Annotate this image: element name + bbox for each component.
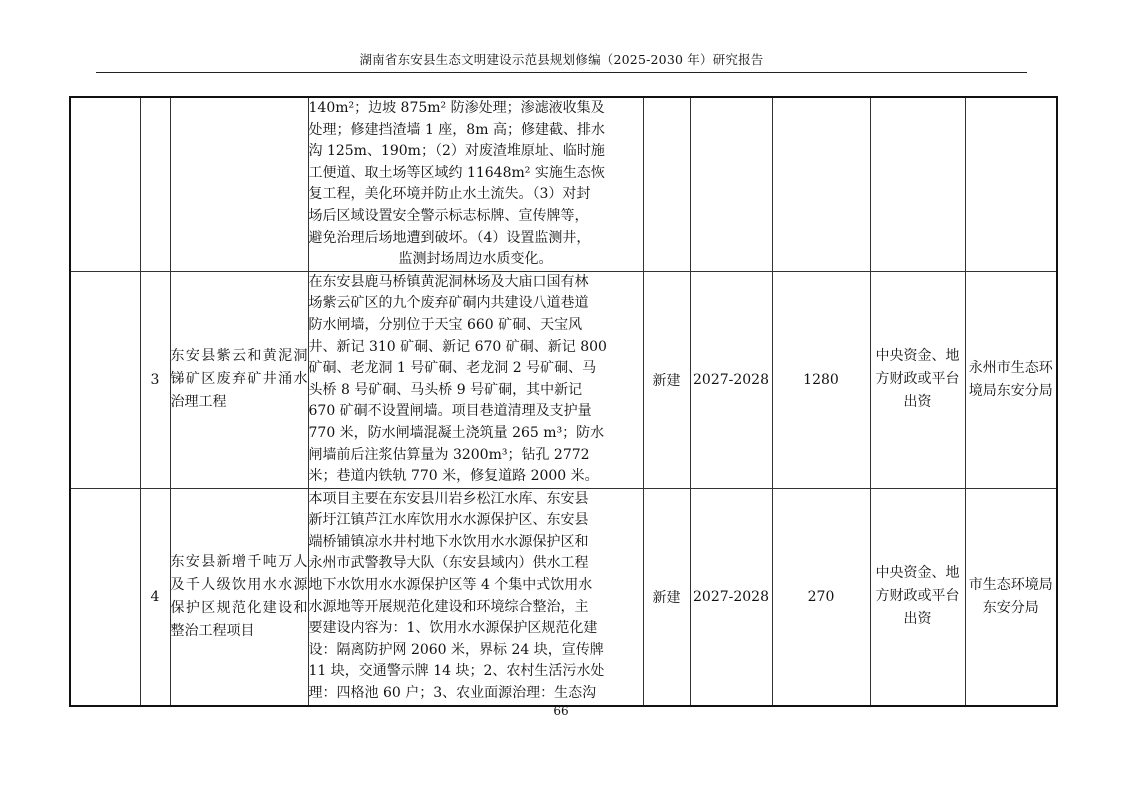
header-rule xyxy=(96,72,1027,73)
description-line: 端桥铺镇凉水井村地下水饮用水水源保护区和 xyxy=(308,533,589,550)
description-line: 要建设内容为：1、饮用水水源保护区规范化建 xyxy=(308,620,598,637)
period-cell xyxy=(690,97,772,271)
project-name-cell: 东安县新增千吨万人及千人级饮用水水源保护区规范化建设和整治工程项目 xyxy=(170,488,308,705)
period-cell: 2027-2028 xyxy=(690,271,772,488)
description-line: 设：隔离防护网 2060 米，界标 24 块，宣传牌 xyxy=(308,641,604,658)
description-line: 理：四格池 60 户；3、农业面源治理：生态沟 xyxy=(308,685,597,702)
description-line: 770 米，防水闸墙混凝土浇筑量 265 m³；防水 xyxy=(308,424,605,441)
description-line: 地下水饮用水水源保护区等 4 个集中式饮用水 xyxy=(308,577,593,594)
construction-type-cell: 新建 xyxy=(643,488,690,705)
construction-type-cell xyxy=(643,97,690,271)
project-description-cell xyxy=(308,271,643,488)
project-description-cell xyxy=(308,97,643,271)
description-line: 场后区域设置安全警示标志标牌、宣传牌等， xyxy=(308,207,589,224)
category-cell xyxy=(70,271,140,488)
description-line: 11 块，交通警示牌 14 块；2、农村生活污水处 xyxy=(308,663,605,680)
project-name-cell xyxy=(170,97,308,271)
description-line: 避免治理后场地遭到破坏。（4）设置监测井， xyxy=(308,229,591,246)
description-line: 场紫云矿区的九个废弃矿硐内共建设八道巷道 xyxy=(308,295,589,312)
description-line: 永州市武警教导大队（东安县域内）供水工程 xyxy=(308,555,589,572)
funding-source-cell: 中央资金、地方财政或平台出资 xyxy=(870,271,965,488)
description-line: 本项目主要在东安县川岩乡松江水库、东安县 xyxy=(308,490,589,507)
investment-cell: 270 xyxy=(772,488,870,705)
funding-source-cell: 中央资金、地方财政或平台出资 xyxy=(870,488,965,705)
responsible-unit-cell xyxy=(965,97,1057,271)
row-index-cell: 3 xyxy=(140,271,170,488)
description-line: 头桥 8 号矿硐、马头桥 9 号矿硐，其中新记 xyxy=(308,381,583,398)
category-cell xyxy=(70,488,140,705)
description-line: 140m²；边坡 875m² 防渗处理；渗滤液收集及 xyxy=(308,100,605,116)
project-description-cell xyxy=(308,488,643,705)
description-line: 工便道、取土场等区域约 11648m² 实施生态恢 xyxy=(308,164,605,181)
description-line: 处理；修建挡渣墙 1 座，8m 高；修建截、排水 xyxy=(308,121,605,138)
table-row xyxy=(70,97,1057,271)
project-table xyxy=(69,96,1058,707)
responsible-unit-cell: 永州市生态环境局东安分局 xyxy=(965,271,1057,488)
construction-type-cell: 新建 xyxy=(643,271,690,488)
category-cell xyxy=(70,97,140,271)
description-line: 闸墙前后注浆估算量为 3200m³；钻孔 2772 xyxy=(308,446,590,463)
funding-source-cell xyxy=(870,97,965,271)
description-line: 米；巷道内铁轨 770 米，修复道路 2000 米。 xyxy=(308,468,599,485)
table-row xyxy=(70,488,1057,705)
row-index-cell: 4 xyxy=(140,488,170,705)
period-cell: 2027-2028 xyxy=(690,488,772,705)
responsible-unit-cell: 市生态环境局东安分局 xyxy=(965,488,1057,705)
row-index-cell xyxy=(140,97,170,271)
table-row xyxy=(70,271,1057,488)
investment-cell: 1280 xyxy=(772,271,870,488)
investment-cell xyxy=(772,97,870,271)
description-line: 矿硐、老龙洞 1 号矿硐、老龙洞 2 号矿硐、马 xyxy=(308,360,597,377)
description-line: 水源地等开展规范化建设和环境综合整治，主 xyxy=(308,598,589,615)
description-line: 防水闸墙，分别位于天宝 660 矿硐、天宝风 xyxy=(308,316,583,333)
description-line: 监测封场周边水质变化。 xyxy=(398,251,553,268)
project-name-cell: 东安县紫云和黄泥洞锑矿区废弃矿井涌水治理工程 xyxy=(170,271,308,488)
description-line: 在东安县鹿马桥镇黄泥洞林场及大庙口国有林 xyxy=(308,273,589,290)
description-line: 新圩江镇芦江水库饮用水水源保护区、东安县 xyxy=(308,512,589,529)
description-line: 复工程，美化环境并防止水土流失。（3）对封 xyxy=(308,186,591,203)
running-header: 湖南省东安县生态文明建设示范县规划修编（2025-2030 年）研究报告 xyxy=(359,52,764,67)
description-line: 670 矿硐不设置闸墙。项目巷道清理及支护量 xyxy=(308,403,592,420)
description-line: 井、新记 310 矿硐、新记 670 矿硐、新记 800 xyxy=(308,338,607,355)
page-number: 66 xyxy=(553,704,569,718)
description-line: 沟 125m、190m；（2）对废渣堆原址、临时施 xyxy=(308,143,605,160)
